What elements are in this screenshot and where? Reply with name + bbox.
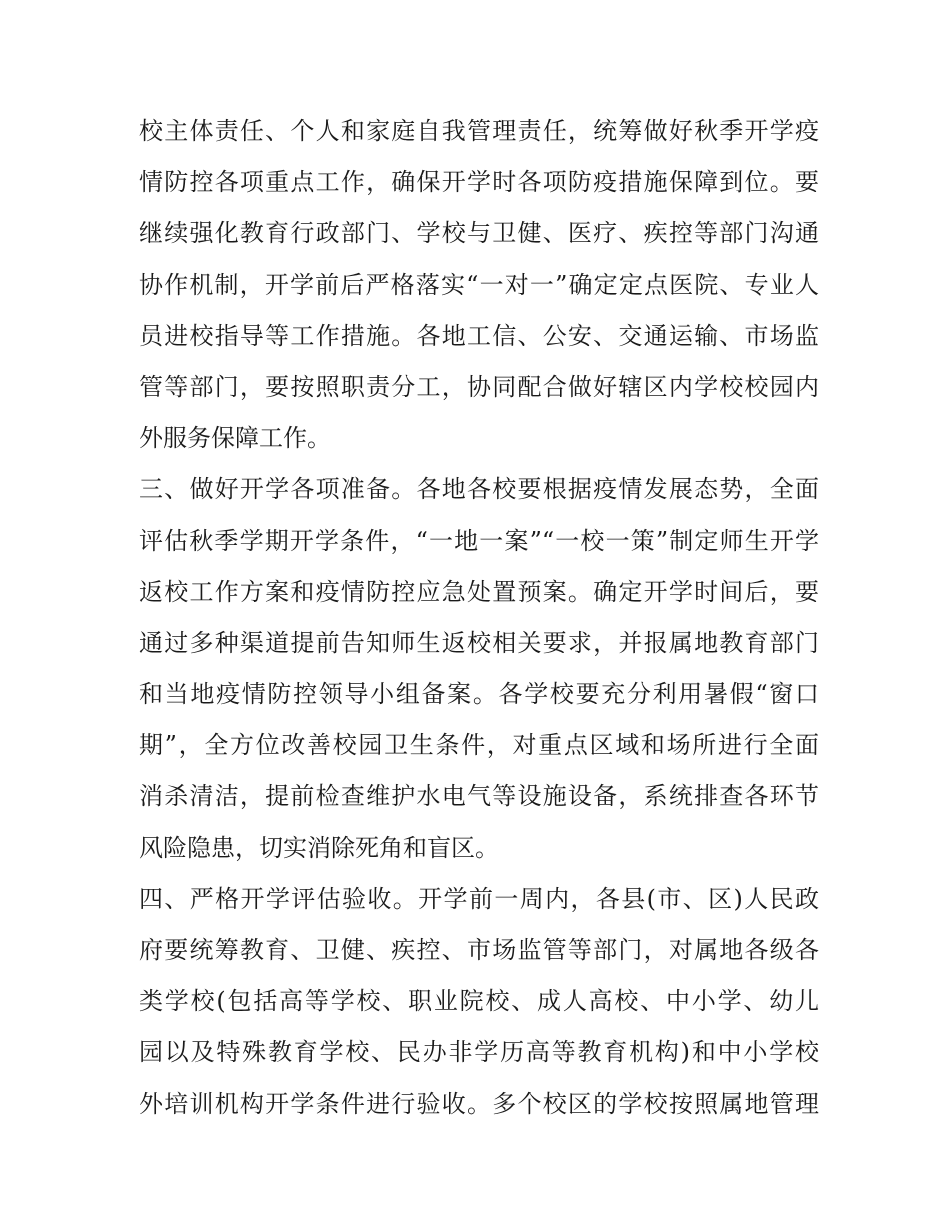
text-line: 三、做好开学各项准备。各地各校要根据疫情发展态势，全面: [139, 475, 819, 504]
text-line: 四、严格开学评估验收。开学前一周内，各县(市、区)人民政: [139, 884, 819, 913]
text-line: 评估秋季学期开学条件，“一地一案”“一校一策”制定师生开学: [139, 526, 819, 555]
text-line: 风险隐患，切实消除死角和盲区。: [139, 833, 499, 862]
text-line: 返校工作方案和疫情防控应急处置预案。确定开学时间后，要: [139, 577, 819, 606]
text-line: 外服务保障工作。: [139, 424, 331, 453]
text-line: 外培训机构开学条件进行验收。多个校区的学校按照属地管理: [139, 1089, 819, 1118]
text-line: 校主体责任、个人和家庭自我管理责任，统筹做好秋季开学疫: [139, 117, 819, 145]
text-line: 协作机制，开学前后严格落实“一对一”确定定点医院、专业人: [139, 270, 819, 299]
text-line: 类学校(包括高等学校、职业院校、成人高校、中小学、幼儿: [139, 987, 819, 1016]
text-line: 情防控各项重点工作，确保开学时各项防疫措施保障到位。要: [139, 168, 819, 197]
text-line: 园以及特殊教育学校、民办非学历高等教育机构)和中小学校: [139, 1038, 819, 1067]
text-line: 期”，全方位改善校园卫生条件，对重点区域和场所进行全面: [139, 731, 819, 760]
text-line: 和当地疫情防控领导小组备案。各学校要充分利用暑假“窗口: [139, 680, 819, 709]
text-line: 通过多种渠道提前告知师生返校相关要求，并报属地教育部门: [139, 628, 819, 657]
text-line: 府要统筹教育、卫健、疾控、市场监管等部门，对属地各级各: [139, 936, 819, 964]
text-line: 继续强化教育行政部门、学校与卫健、医疗、疾控等部门沟通: [139, 219, 819, 248]
text-line: 员进校指导等工作措施。各地工信、公安、交通运输、市场监: [139, 321, 819, 350]
document-body: [139, 106, 819, 1130]
text-line: 管等部门，要按照职责分工，协同配合做好辖区内学校校园内: [139, 372, 819, 401]
text-line: 消杀清洁，提前检查维护水电气等设施设备，系统排查各环节: [139, 782, 819, 811]
